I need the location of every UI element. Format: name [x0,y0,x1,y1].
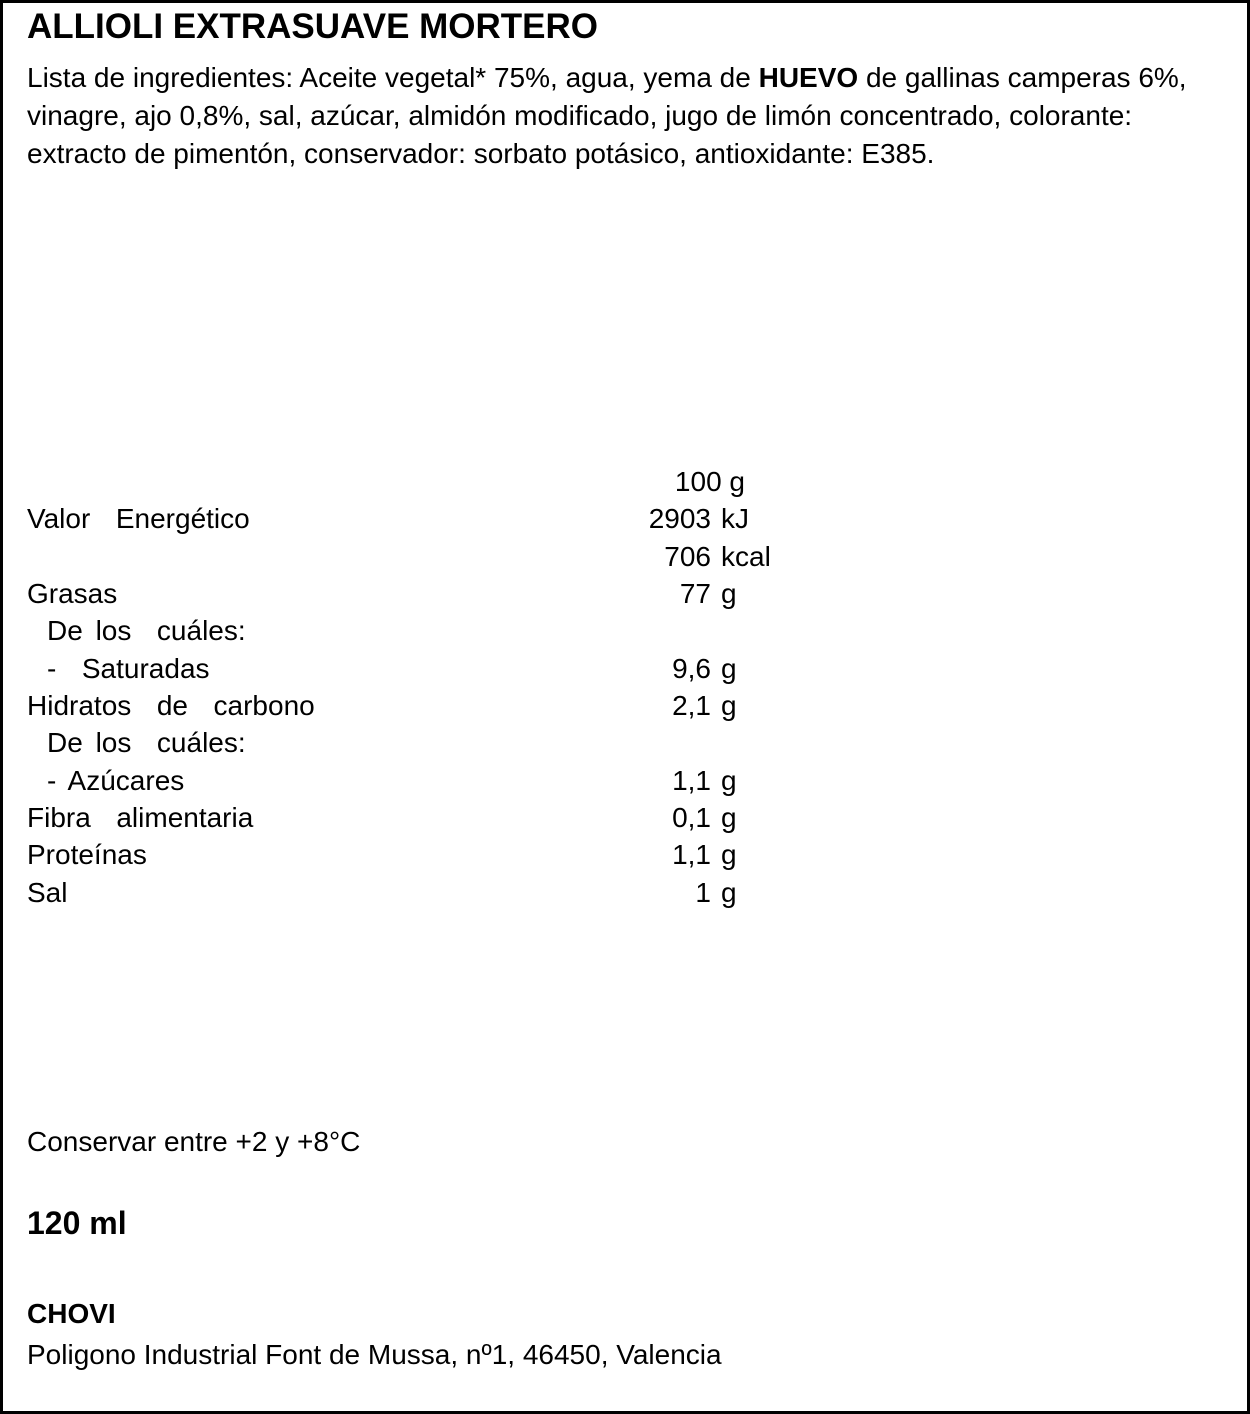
nutrition-label: Valor Energético [27,503,250,534]
nutrition-row-energy-kcal [3,538,1247,575]
manufacturer-address: Poligono Industrial Font de Mussa, nº1, 46450, Valencia [27,1339,722,1370]
nutrition-label: De los cuáles: [47,727,246,758]
allergen-egg: HUEVO [758,62,859,93]
nutrition-row-sugars [3,762,1247,799]
nutrition-value: 2903 [648,503,711,534]
nutrition-row-of-which [3,612,1247,649]
nutrition-unit: g [721,653,737,684]
nutrition-value: 1,1 [672,839,711,870]
nutrition-row-of-which [3,724,1247,761]
nutrition-unit: g [721,802,737,833]
nutrition-label: Fibra alimentaria [27,802,254,833]
nutrition-unit: g [721,690,737,721]
nutrition-row-energy-kj [3,500,1247,537]
nutrition-row-fibre [3,799,1247,836]
ingredients-label: Lista de ingredientes: Aceite vegetal* 75%, agua, yema de [27,62,759,93]
nutrition-label: Proteínas [27,839,147,870]
nutrition-label: Hidratos de carbono [27,690,315,721]
nutrition-unit: kcal [721,541,771,572]
nutrition-row-salt [3,874,1247,911]
nutrition-label: De los cuáles: [47,615,246,646]
net-volume: 120 ml [27,1205,127,1241]
nutrition-column-header: 100 g [674,466,745,497]
nutrition-label: Grasas [27,578,118,609]
nutrition-value: 77 [679,578,711,609]
nutrition-unit: g [721,839,737,870]
nutrition-label: Sal [27,877,68,908]
nutrition-row-protein [3,836,1247,873]
nutrition-value: 1,1 [672,765,711,796]
nutrition-row-carbohydrates [3,687,1247,724]
nutrition-unit: g [721,877,737,908]
nutrition-value: 9,6 [672,653,711,684]
nutrition-unit: g [721,765,737,796]
nutrition-label: - Azúcares [47,765,185,796]
ingredients-rest: de gallinas camperas 6%, vinagre, ajo 0,8%, sal, azúcar, almidón modificado, jugo de limón concentrado, colorante: extracto de pimentón, conservador: sorbato potásico, antioxidante: E385. [27,62,1187,169]
nutrition-value: 1 [695,877,711,908]
ingredients-text [27,59,1217,173]
nutrition-value: 0,1 [672,802,711,833]
storage-instructions: Conservar entre +2 y +8°C [27,1126,361,1157]
nutrition-unit: kJ [721,503,749,534]
nutrition-row-fat [3,575,1247,612]
nutrition-row-saturated [3,650,1247,687]
nutrition-value: 2,1 [672,690,711,721]
nutrition-label: - Saturadas [47,653,210,684]
nutrition-value: 706 [664,541,711,572]
product-title: ALLIOLI EXTRASUAVE MORTERO [27,7,599,46]
nutrition-unit: g [721,578,737,609]
manufacturer-name: CHOVI [27,1298,116,1329]
